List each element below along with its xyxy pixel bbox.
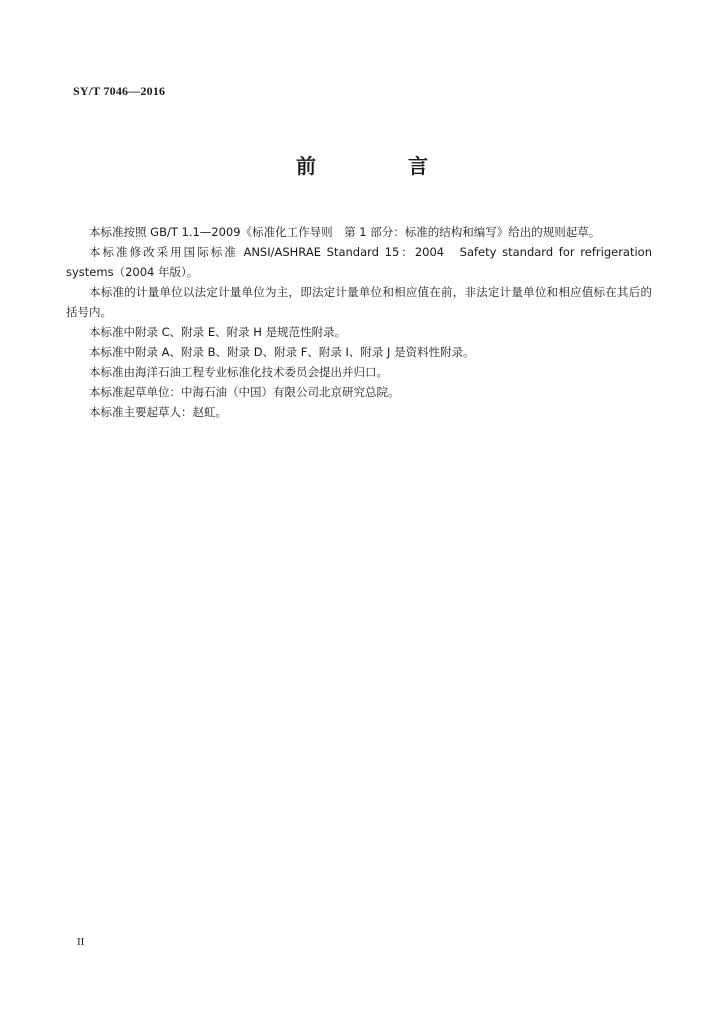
paragraph-drafting-rules: 本标准按照 GB/T 1.1—2009《标准化工作导则 第 1 部分：标准的结构和编写》给出的规则起草。	[89, 225, 601, 239]
paragraph-drafting-organization: 本标准起草单位：中海石油（中国）有限公司北京研究总院。	[89, 385, 400, 399]
paragraph-main-drafter: 本标准主要起草人：赵虹。	[89, 405, 227, 419]
page-number: II	[77, 936, 85, 948]
paragraph-informative-annexes: 本标准中附录 A、附录 B、附录 D、附录 F、附录 I、附录 J 是资料性附录。	[89, 345, 475, 359]
standard-code: SY/T 7046—2016	[73, 84, 166, 98]
paragraph-measurement-units: 本标准的计量单位以法定计量单位为主，即法定计量单位和相应值在前，非法定计量单位和相应值标在其后的括号内。	[66, 285, 652, 319]
page-title: 前 言	[296, 154, 464, 178]
foreword-body	[66, 222, 652, 422]
paragraph-proposer: 本标准由海洋石油工程专业标准化技术委员会提出并归口。	[89, 365, 388, 379]
paragraph-normative-annexes: 本标准中附录 C、附录 E、附录 H 是规范性附录。	[89, 325, 347, 339]
paragraph-adopted-standard: 本标准修改采用国际标准 ANSI/ASHRAE Standard 15：2004 Safety standard for refrigeration systems（2004 年版）。	[66, 245, 652, 279]
